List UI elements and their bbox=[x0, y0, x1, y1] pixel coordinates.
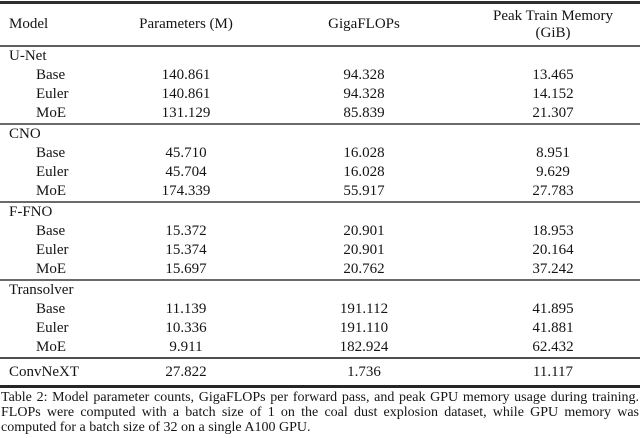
table-row bbox=[0, 66, 640, 85]
cell-memory: 27.783 bbox=[532, 183, 574, 199]
table-row bbox=[0, 300, 640, 319]
cell-variant: Euler bbox=[36, 86, 69, 102]
table-row bbox=[0, 182, 640, 201]
column-header-model: Model bbox=[9, 16, 49, 32]
cell-parameters: 140.861 bbox=[161, 86, 211, 102]
cell-memory: 8.951 bbox=[536, 145, 570, 161]
cell-variant: MoE bbox=[36, 339, 66, 355]
table-row bbox=[0, 163, 640, 182]
cell-gigaflops: 55.917 bbox=[343, 183, 385, 199]
cell-parameters: 9.911 bbox=[169, 339, 203, 355]
cell-gigaflops: 94.328 bbox=[343, 86, 385, 102]
cell-variant: Base bbox=[36, 145, 66, 161]
table-section-cno bbox=[0, 125, 640, 203]
cell-gigaflops: 16.028 bbox=[343, 145, 385, 161]
cell-gigaflops: 20.901 bbox=[343, 242, 385, 258]
table-row bbox=[0, 260, 640, 279]
cell-gigaflops: 1.736 bbox=[347, 364, 381, 380]
table-header-row bbox=[0, 4, 640, 45]
cell-parameters: 27.822 bbox=[165, 364, 207, 380]
cell-parameters: 140.861 bbox=[161, 67, 211, 83]
group-header-row bbox=[0, 47, 640, 66]
group-header-row bbox=[0, 203, 640, 222]
cell-memory: 18.953 bbox=[532, 223, 574, 239]
cell-memory: 62.432 bbox=[532, 339, 574, 355]
group-header-row bbox=[0, 125, 640, 144]
cell-memory: 11.117 bbox=[532, 364, 574, 380]
group-name: Transolver bbox=[9, 282, 74, 298]
table-section-transolver bbox=[0, 281, 640, 359]
cell-variant: Base bbox=[36, 223, 66, 239]
column-header-memory bbox=[466, 8, 640, 42]
cell-memory: 41.895 bbox=[532, 301, 574, 317]
cell-memory: 13.465 bbox=[532, 67, 574, 83]
column-header-parameters: Parameters (M) bbox=[139, 16, 233, 32]
cell-gigaflops: 20.762 bbox=[343, 261, 385, 277]
cell-parameters: 174.339 bbox=[161, 183, 211, 199]
column-header-memory-line2: (GiB) bbox=[535, 24, 571, 41]
cell-memory: 21.307 bbox=[532, 105, 574, 121]
table-row bbox=[0, 104, 640, 123]
cell-gigaflops: 182.924 bbox=[339, 339, 389, 355]
group-name: CNO bbox=[9, 126, 41, 142]
table-row-convnext bbox=[0, 359, 640, 385]
cell-variant: Euler bbox=[36, 164, 69, 180]
cell-parameters: 45.704 bbox=[165, 164, 207, 180]
cell-gigaflops: 85.839 bbox=[343, 105, 385, 121]
cell-variant: Base bbox=[36, 301, 66, 317]
cell-variant: MoE bbox=[36, 261, 66, 277]
cell-gigaflops: 191.110 bbox=[339, 320, 389, 336]
cell-memory: 37.242 bbox=[532, 261, 574, 277]
cell-parameters: 131.129 bbox=[161, 105, 211, 121]
cell-variant: MoE bbox=[36, 183, 66, 199]
cell-gigaflops: 94.328 bbox=[343, 67, 385, 83]
table-section-unet bbox=[0, 47, 640, 125]
table-row bbox=[0, 144, 640, 163]
cell-memory: 20.164 bbox=[532, 242, 574, 258]
cell-parameters: 15.372 bbox=[165, 223, 207, 239]
group-name: U-Net bbox=[9, 48, 47, 64]
column-header-gigaflops: GigaFLOPs bbox=[328, 16, 400, 32]
table-section-ffno bbox=[0, 203, 640, 281]
table-row bbox=[0, 241, 640, 260]
cell-model-name: ConvNeXT bbox=[9, 364, 79, 380]
cell-parameters: 45.710 bbox=[165, 145, 207, 161]
table-row bbox=[0, 338, 640, 357]
cell-memory: 9.629 bbox=[536, 164, 570, 180]
cell-memory: 41.881 bbox=[532, 320, 574, 336]
cell-parameters: 10.336 bbox=[165, 320, 207, 336]
cell-parameters: 11.139 bbox=[165, 301, 207, 317]
table-caption: Table 2: Model parameter counts, GigaFLOPs per forward pass, and peak GPU memory usage during training. FLOPs were computed with a batch size of 1 on the coal dust explosion dataset, while GPU memory was computed for a batch size of 32 on a single A100 GPU. bbox=[1, 390, 639, 435]
table-bottom-rule bbox=[0, 385, 640, 388]
cell-parameters: 15.697 bbox=[165, 261, 207, 277]
cell-variant: MoE bbox=[36, 105, 66, 121]
cell-gigaflops: 16.028 bbox=[343, 164, 385, 180]
cell-variant: Base bbox=[36, 67, 66, 83]
cell-variant: Euler bbox=[36, 320, 69, 336]
cell-parameters: 15.374 bbox=[165, 242, 207, 258]
cell-gigaflops: 20.901 bbox=[343, 223, 385, 239]
column-header-memory-line1: Peak Train Memory bbox=[493, 7, 613, 24]
table-row bbox=[0, 85, 640, 104]
group-name: F-FNO bbox=[9, 204, 53, 220]
group-header-row bbox=[0, 281, 640, 300]
table-row bbox=[0, 222, 640, 241]
table-row bbox=[0, 319, 640, 338]
cell-memory: 14.152 bbox=[532, 86, 574, 102]
cell-gigaflops: 191.112 bbox=[339, 301, 389, 317]
cell-variant: Euler bbox=[36, 242, 69, 258]
